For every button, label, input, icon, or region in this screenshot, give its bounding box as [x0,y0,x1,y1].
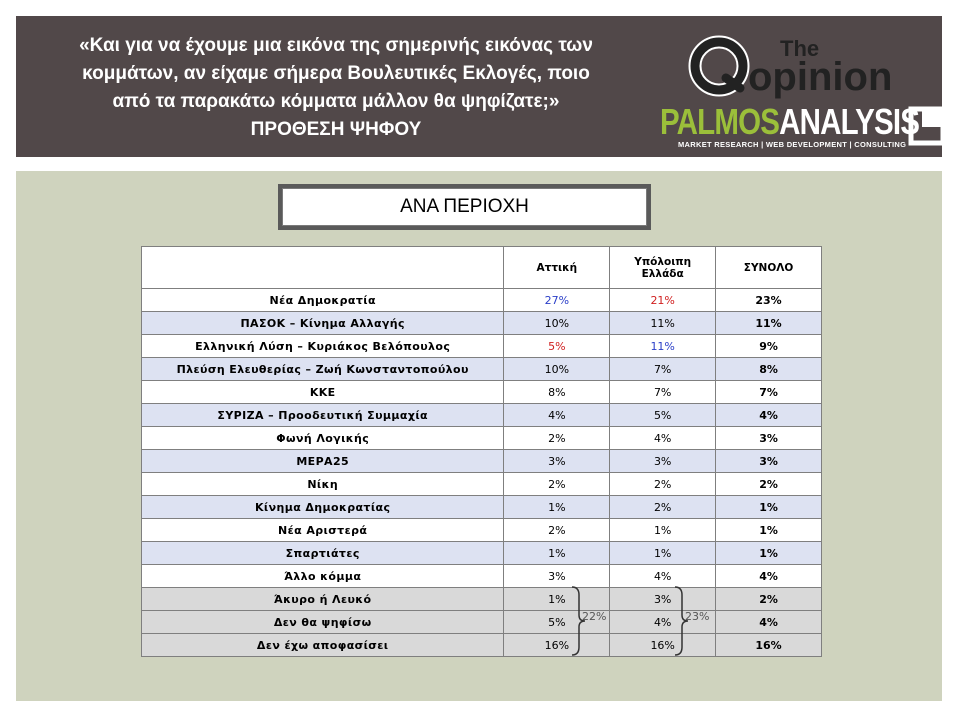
party-name-cell: ΠΑΣΟΚ – Κίνημα Αλλαγής [142,312,504,335]
table-header-row [142,247,822,289]
total-value-cell: 9% [716,335,822,358]
palmos-analysis-logo [660,100,950,164]
rest-value-cell: 4% [610,565,716,588]
rest-value-cell: 7% [610,381,716,404]
party-name-cell: ΜΕΡΑ25 [142,450,504,473]
attiki-value-cell: 4% [504,404,610,427]
attiki-value-cell: 10% [504,312,610,335]
question-line: κομμάτων, αν είχαμε σήμερα Βουλευτικές Εκλογές, ποιο [82,63,590,84]
attiki-value-cell: 8% [504,381,610,404]
question-subtitle: ΠΡΟΘΕΣΗ ΨΗΦΟΥ [250,119,422,140]
attiki-value-cell: 2% [504,427,610,450]
total-value-cell: 4% [716,404,822,427]
party-name-cell: ΚΚΕ [142,381,504,404]
table-row [142,335,822,358]
table-row [142,611,822,634]
table-row [142,289,822,312]
attiki-value-cell: 3% [504,565,610,588]
total-value-cell: 1% [716,496,822,519]
table-row [142,427,822,450]
table-row [142,496,822,519]
party-header-empty [142,247,504,289]
table-row [142,634,822,657]
column-header-total: ΣΥΝΟΛΟ [716,247,822,289]
results-table [141,246,822,657]
party-name-cell: Άλλο κόμμα [142,565,504,588]
brace-attiki-label: 22% [582,610,607,623]
attiki-value-cell: 2% [504,519,610,542]
total-value-cell: 23% [716,289,822,312]
party-name-cell: Σπαρτιάτες [142,542,504,565]
logo-opinion-text: opinion [748,55,893,99]
total-value-cell: 1% [716,542,822,565]
total-value-cell: 1% [716,519,822,542]
palmos-tagline: MARKET RESEARCH | WEB DEVELOPMENT | CONSULTING [678,140,907,149]
rest-value-cell: 11% [610,335,716,358]
attiki-value-cell: 1% [504,542,610,565]
rest-value-cell: 2% [610,496,716,519]
table-row [142,473,822,496]
total-value-cell: 16% [716,634,822,657]
table-row [142,588,822,611]
palmos-square-icon [908,106,946,146]
table-row [142,312,822,335]
attiki-value-cell: 10% [504,358,610,381]
rest-value-cell: 3% [610,588,716,611]
column-header-rest: Υπόλοιπη Ελλάδα [610,247,716,289]
party-name-cell: Νίκη [142,473,504,496]
rest-value-cell: 3% [610,450,716,473]
table-row [142,358,822,381]
total-value-cell: 3% [716,450,822,473]
attiki-value-cell: 1% [504,588,610,611]
the-opinion-logo [686,30,926,102]
attiki-value-cell: 27% [504,289,610,312]
table-row [142,450,822,473]
table-row [142,404,822,427]
total-value-cell: 11% [716,312,822,335]
party-name-cell: Πλεύση Ελευθερίας – Ζωή Κωνσταντοπούλου [142,358,504,381]
question-line: από τα παρακάτω κόμματα μάλλον θα ψηφίζατε;» [112,91,560,112]
total-value-cell: 2% [716,588,822,611]
logo-the-text: The [780,36,820,61]
content-panel [16,171,942,701]
party-name-cell: Νέα Αριστερά [142,519,504,542]
rest-value-cell: 2% [610,473,716,496]
party-name-cell: Κίνημα Δημοκρατίας [142,496,504,519]
attiki-value-cell: 16% [504,634,610,657]
table-row [142,519,822,542]
rest-value-cell: 4% [610,611,716,634]
attiki-value-cell: 2% [504,473,610,496]
rest-value-cell: 5% [610,404,716,427]
table-row [142,565,822,588]
total-value-cell: 4% [716,565,822,588]
rest-value-cell: 7% [610,358,716,381]
total-value-cell: 4% [716,611,822,634]
column-header-attiki: Αττική [504,247,610,289]
party-name-cell: Άκυρο ή Λευκό [142,588,504,611]
attiki-value-cell: 1% [504,496,610,519]
party-name-cell: Δεν θα ψηφίσω [142,611,504,634]
region-title-box [278,184,651,230]
question-line: «Και για να έχουμε μια εικόνα της σημερινής εικόνας των [79,35,593,56]
region-title: ΑΝΑ ΠΕΡΙΟΧΗ [282,188,647,226]
rest-value-cell: 1% [610,519,716,542]
total-value-cell: 8% [716,358,822,381]
rest-value-cell: 21% [610,289,716,312]
party-name-cell: Ελληνική Λύση – Κυριάκος Βελόπουλος [142,335,504,358]
palmos-analysis-wordmark: PALMOSANALYSIS [660,101,920,142]
party-name-cell: Δεν έχω αποφασίσει [142,634,504,657]
table-row [142,381,822,404]
table-row [142,542,822,565]
attiki-value-cell: 3% [504,450,610,473]
survey-question [36,32,636,144]
rest-value-cell: 4% [610,427,716,450]
rest-value-cell: 16% [610,634,716,657]
party-name-cell: ΣΥΡΙΖΑ – Προοδευτική Συμμαχία [142,404,504,427]
attiki-value-cell: 5% [504,611,610,634]
rest-value-cell: 11% [610,312,716,335]
brace-rest-label: 23% [685,610,710,623]
total-value-cell: 2% [716,473,822,496]
party-name-cell: Φωνή Λογικής [142,427,504,450]
total-value-cell: 7% [716,381,822,404]
header-banner [16,16,942,157]
attiki-value-cell: 5% [504,335,610,358]
party-name-cell: Νέα Δημοκρατία [142,289,504,312]
rest-value-cell: 1% [610,542,716,565]
total-value-cell: 3% [716,427,822,450]
